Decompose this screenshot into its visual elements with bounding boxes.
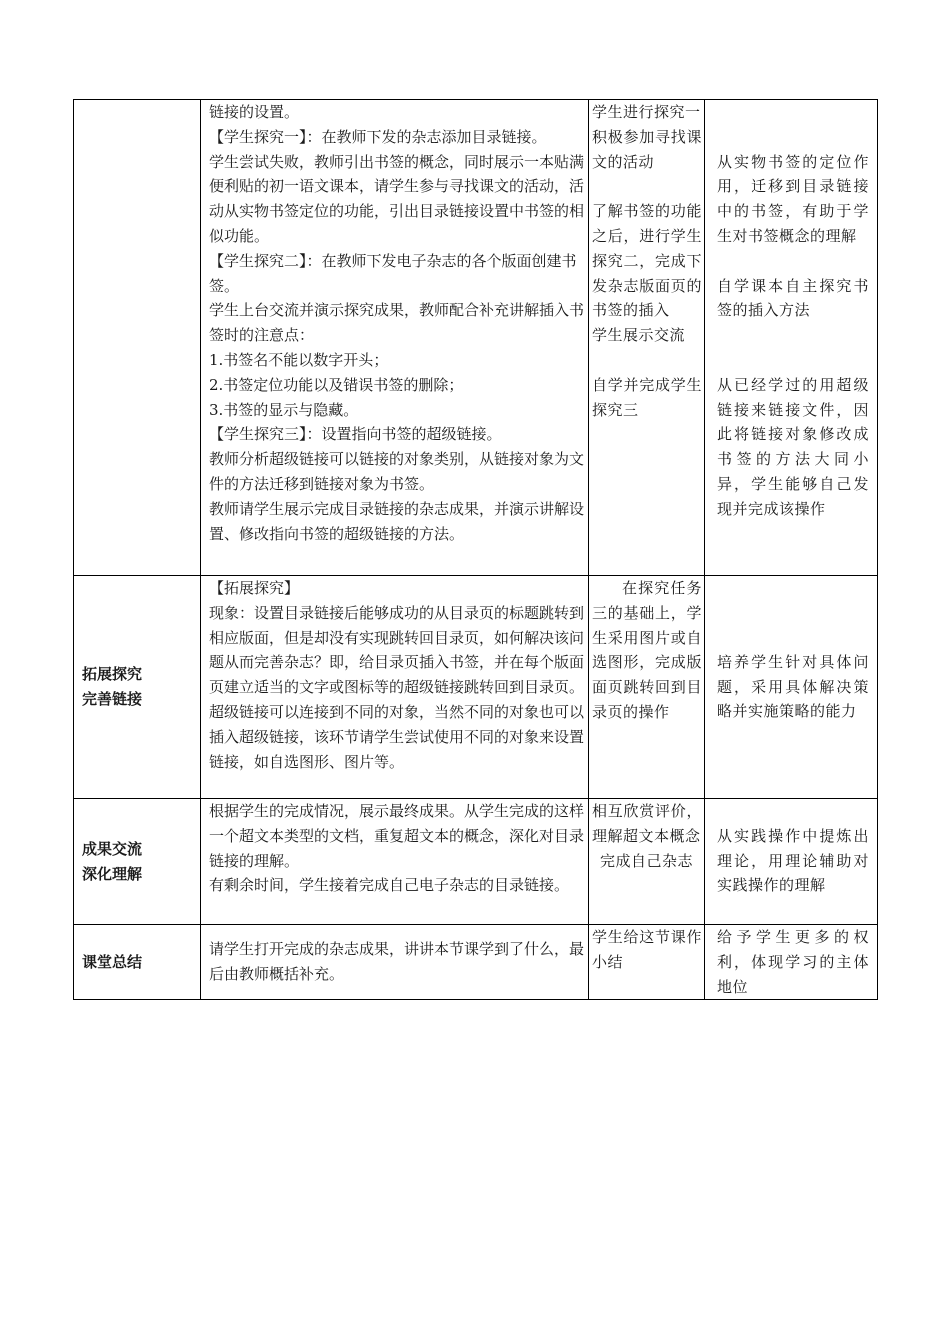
- stage-cell: [74, 799, 201, 925]
- content-line: 1.书签名不能以数字开头；: [209, 350, 389, 369]
- lesson-plan-table: [73, 99, 878, 1000]
- content-line: 学生上台交流并演示探究成果，教师配合补充讲解插入书签时的注意点：: [209, 301, 585, 345]
- content-cell: [201, 576, 589, 799]
- intent-line: 自学课本自主探究书签的插入方法: [717, 276, 869, 320]
- content-line: 现象：设置目录链接后能够成功的从目录页的标题跳转到相应版面，但是却没有实现跳转回目录页，如何解决该问题从而完善杂志？即，给目录页插入书签，并在每个版面页建立适当的文字或图标等的超级链接跳转回到目录页。: [209, 603, 585, 697]
- content-line: 链接的设置。: [209, 103, 300, 121]
- activity-line: 相互欣赏评价，理解超文本概念: [592, 802, 702, 845]
- content-line: 学生尝试失败，教师引出书签的概念，同时展示一本贴满便利贴的初一语文课本，请学生参与寻找课文的活动，活动从实物书签定位的功能，引出目录链接设置中书签的相似功能。: [209, 152, 585, 245]
- activity-line: 学生展示交流: [592, 326, 686, 345]
- stage-label: 课堂总结: [82, 952, 143, 971]
- content-line: 【拓展探究】: [209, 579, 300, 597]
- design-intent-cell: [705, 100, 878, 576]
- intent-line: 培养学生针对具体问题，采用具体解决策略并实施策略的能力: [717, 652, 869, 721]
- content-line: 有剩余时间，学生接着完成自己电子杂志的目录链接。: [209, 876, 570, 895]
- table-row: [74, 576, 878, 799]
- content-line: 【学生探究三】：设置指向书签的超级链接。: [209, 425, 502, 444]
- activity-line: 学生进行探究一: [592, 103, 701, 121]
- content-line: 超级链接可以连接到不同的对象，当然不同的对象也可以插入超级链接，该环节请学生尝试使用不同的对象来设置链接，如自选图形、图片等。: [209, 702, 585, 771]
- intent-line: 从已经学过的用超级链接来链接文件，因此将链接对象修改成书签的方法大同小异，学生能够自己发现并完成该操作: [717, 375, 869, 518]
- design-intent-cell: [705, 576, 878, 799]
- student-activity-cell: [589, 100, 705, 576]
- activity-line: 积极参加寻找课文的活动: [592, 127, 702, 171]
- stage-label: 完善链接: [82, 690, 143, 708]
- stage-cell: [74, 576, 201, 799]
- stage-label: 拓展探究: [82, 665, 143, 684]
- content-cell: [201, 799, 589, 925]
- activity-line: 完成自己杂志: [600, 851, 694, 870]
- intent-line: 从实物书签的定位作用，迁移到目录链接中的书签，有助于学生对书签概念的理解: [717, 152, 869, 245]
- activity-line: 了解书签的功能之后，进行学生探究二，完成下发杂志版面页的书签的插入: [592, 202, 702, 320]
- table-row: [74, 799, 878, 925]
- stage-label: 深化理解: [82, 864, 143, 883]
- student-activity-cell: [589, 799, 705, 925]
- content-cell: [201, 925, 589, 1000]
- content-line: 【学生探究一】：在教师下发的杂志添加目录链接。: [209, 127, 547, 146]
- content-line: 教师分析超级链接可以链接的对象类别，从链接对象为文件的方法迁移到链接对象为书签。: [209, 450, 585, 493]
- activity-line: 在探究任务三的基础上，学生采用图片或自选图形，完成版面页跳转回到目录页的操作: [592, 579, 702, 721]
- design-intent-cell: [705, 799, 878, 925]
- content-line: 3.书签的显示与隐藏。: [209, 400, 359, 419]
- intent-line: 给予学生更多的权利，体现学习的主体地位: [717, 928, 869, 996]
- student-activity-cell: [589, 576, 705, 799]
- content-line: 【学生探究二】：在教师下发电子杂志的各个版面创建书签。: [209, 251, 577, 295]
- stage-label: 成果交流: [82, 839, 143, 858]
- content-line: 根据学生的完成情况，展示最终成果。从学生完成的这样一个超文本类型的文档，重复超文本的概念，深化对目录链接的理解。: [209, 802, 585, 870]
- activity-line: 学生给这节课作小结: [592, 928, 702, 971]
- content-line: 教师请学生展示完成目录链接的杂志成果，并演示讲解设置、修改指向书签的超级链接的方法。: [209, 499, 585, 543]
- content-line: 2.书签定位功能以及错误书签的删除；: [209, 375, 464, 394]
- stage-cell: [74, 925, 201, 1000]
- content-line: 请学生打开完成的杂志成果，讲讲本节课学到了什么，最后由教师概括补充。: [209, 940, 585, 983]
- activity-line: 自学并完成学生探究三: [592, 375, 702, 419]
- content-cell: [201, 100, 589, 576]
- table-row: [74, 925, 878, 1000]
- intent-line: 从实践操作中提炼出理论，用理论辅助对实践操作的理解: [717, 826, 869, 895]
- stage-cell: [74, 100, 201, 576]
- design-intent-cell: [705, 925, 878, 1000]
- table-row: [74, 100, 878, 576]
- student-activity-cell: [589, 925, 705, 1000]
